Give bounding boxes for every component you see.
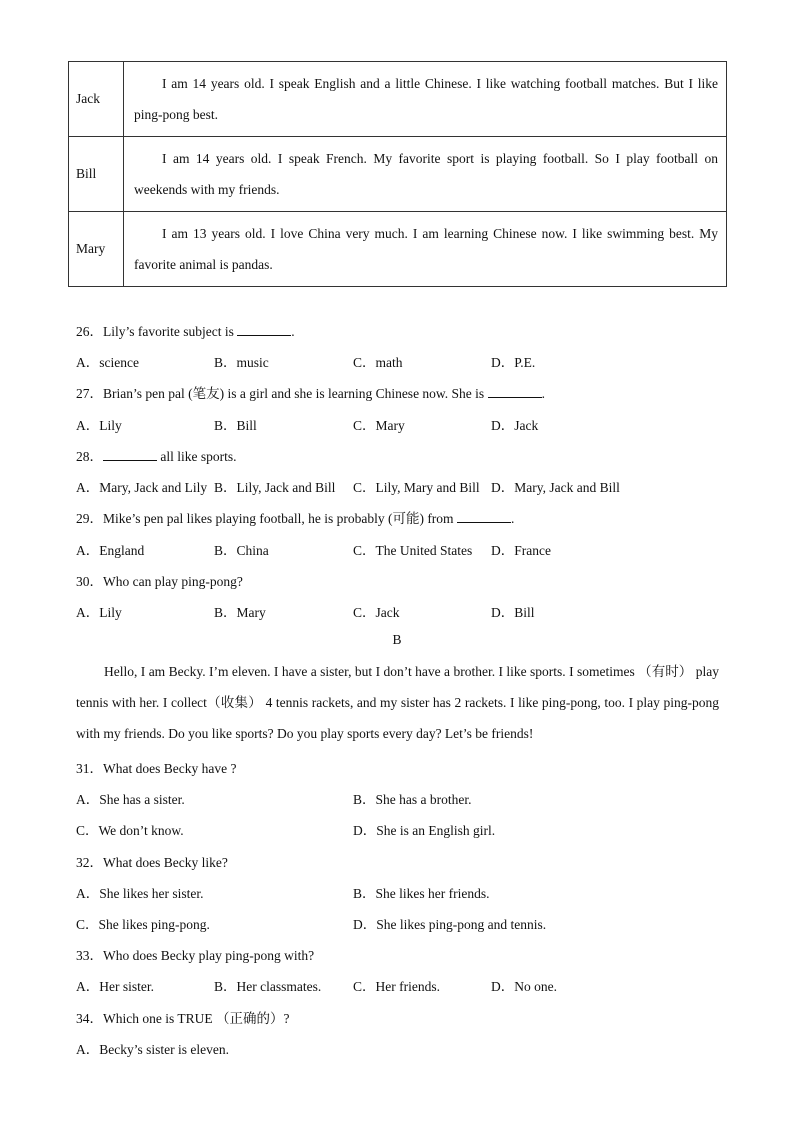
pen-pal-name: Bill (69, 137, 124, 212)
question-26: 26．Lily’s favorite subject is . (76, 324, 295, 339)
option-b: B．Lily, Jack and Bill (214, 480, 336, 495)
option-c: C．Mary (353, 418, 405, 433)
option-d: D．She is an English girl. (353, 823, 496, 838)
option-c: C．We don’t know. (76, 823, 184, 838)
option-b: B．Bill (214, 418, 257, 433)
answer-blank (488, 386, 542, 398)
question-27: 27．Brian’s pen pal (笔友) is a girl and she is learning Chinese now. She is . (76, 386, 545, 401)
table-row (69, 62, 727, 137)
option-a: A．Becky’s sister is eleven. (76, 1042, 229, 1057)
question-28: 28． all like sports. (76, 449, 237, 464)
option-c: C．Lily, Mary and Bill (353, 480, 480, 495)
question-34: 34．Which one is TRUE （正确的）? (76, 1011, 290, 1026)
option-d: D．No one. (491, 979, 557, 994)
pen-pal-name: Jack (69, 62, 124, 137)
option-a: A．Lily (76, 605, 122, 620)
answer-blank (237, 324, 291, 336)
option-b: B．Her classmates. (214, 979, 322, 994)
option-c: C．The United States (353, 543, 473, 558)
option-c: C．Jack (353, 605, 400, 620)
option-a: A．Mary, Jack and Lily (76, 480, 208, 495)
pen-pal-description: I am 14 years old. I speak French. My favorite sport is playing football. So I play football on weekends with my friends. (124, 137, 727, 212)
answer-blank (457, 511, 511, 523)
option-b: B．China (214, 543, 269, 558)
question-31: 31．What does Becky have ? (76, 761, 237, 776)
option-a: A．Lily (76, 418, 122, 433)
table-row (69, 137, 727, 212)
pen-pal-description: I am 13 years old. I love China very much. I am learning Chinese now. I like swimming best. My favorite animal is pandas. (124, 212, 727, 287)
option-d: D．Jack (491, 418, 539, 433)
question-32: 32．What does Becky like? (76, 855, 228, 870)
option-a: A．She has a sister. (76, 792, 185, 807)
question-33: 33．Who does Becky play ping-pong with? (76, 948, 315, 963)
pen-pal-table (68, 61, 727, 287)
option-d: D．France (491, 543, 551, 558)
option-a: A．Her sister. (76, 979, 154, 994)
table-row (69, 212, 727, 287)
section-title: B (392, 632, 402, 647)
option-a: A．science (76, 355, 139, 370)
option-d: D．She likes ping-pong and tennis. (353, 917, 547, 932)
option-b: B．She has a brother. (353, 792, 472, 807)
answer-blank (103, 449, 157, 461)
option-b: B．music (214, 355, 269, 370)
option-d: D．P.E. (491, 355, 536, 370)
pen-pal-description: I am 14 years old. I speak English and a little Chinese. I like watching football matches. But I like ping-pong best. (124, 62, 727, 137)
option-d: D．Bill (491, 605, 535, 620)
option-a: A．England (76, 543, 145, 558)
option-c: C．math (353, 355, 403, 370)
option-a: A．She likes her sister. (76, 886, 204, 901)
reading-passage: Hello, I am Becky. I’m eleven. I have a sister, but I don’t have a brother. I like sports. I sometimes （有时） play tennis with her. I collect（收集） 4 tennis rackets, and my sister has 2 rackets. I like ping-pong, too. I play ping-pong with my friends. Do you like sports? Do you play sports every day? Let’s be friends! (76, 664, 719, 742)
option-b: B．Mary (214, 605, 266, 620)
option-b: B．She likes her friends. (353, 886, 490, 901)
option-c: C．She likes ping-pong. (76, 917, 210, 932)
question-29: 29．Mike’s pen pal likes playing football, he is probably (可能) from . (76, 511, 515, 526)
option-d: D．Mary, Jack and Bill (491, 480, 620, 495)
question-30: 30．Who can play ping-pong? (76, 574, 243, 589)
pen-pal-name: Mary (69, 212, 124, 287)
option-c: C．Her friends. (353, 979, 440, 994)
